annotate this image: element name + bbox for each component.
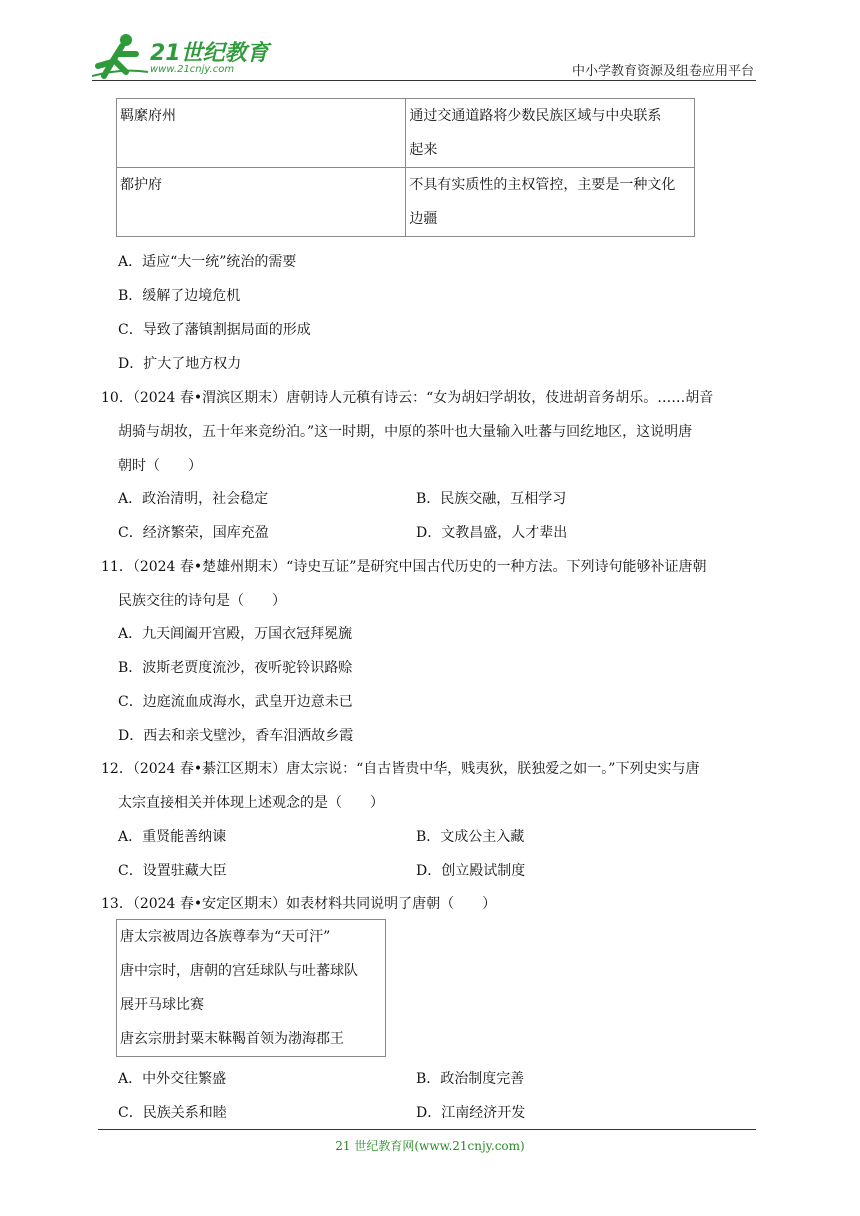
- logo-text: 21世纪教育: [150, 41, 269, 66]
- q11-option-c: C．边庭流血成海水，武皇开边意未已: [118, 694, 353, 710]
- q9-option-a: A．适应“大一统”统治的需要: [118, 254, 297, 270]
- q9-option-c: C．导致了藩镇割据局面的形成: [118, 322, 311, 338]
- logo-url: www.21cnjy.com: [150, 64, 235, 75]
- table-cell: [406, 168, 695, 237]
- q13-option-c: C．民族关系和睦: [118, 1105, 227, 1121]
- cell-line: 通过交通道路将少数民族区域与中央联系: [409, 108, 662, 124]
- cell-line: 边疆: [409, 211, 438, 227]
- q13-option-a: A．中外交往繁盛: [118, 1071, 227, 1087]
- q10-stem-line: 10．（2024 春•渭滨区期末）唐朝诗人元稹有诗云：“女为胡妇学胡妆，伎进胡音务胡乐。……胡音: [101, 390, 714, 406]
- q12-stem-line: 太宗直接相关并体现上述观念的是（ ）: [118, 795, 384, 811]
- material-line: 唐太宗被周边各族尊奉为“天可汗”: [120, 929, 331, 945]
- q11-option-a: A．九天阊阖开宫殿，万国衣冠拜冕旒: [118, 626, 353, 642]
- platform-title: 中小学教育资源及组卷应用平台: [571, 64, 754, 79]
- material-line: 展开马球比赛: [120, 997, 204, 1013]
- q13-option-b: B．政治制度完善: [416, 1071, 525, 1087]
- q12-stem-line: 12．（2024 春•綦江区期末）唐太宗说：“自古皆贵中华，贱夷狄，朕独爱之如一。”下列史实与唐: [101, 761, 700, 777]
- footer-divider: [98, 1129, 756, 1130]
- material-line: 唐玄宗册封粟末靺鞨首领为渤海郡王: [120, 1031, 344, 1047]
- table-row: [117, 99, 695, 168]
- q10-option-b: B．民族交融，互相学习: [416, 491, 567, 507]
- cell-line: 不具有实质性的主权管控，主要是一种文化: [409, 177, 676, 193]
- q13-option-d: D．江南经济开发: [416, 1105, 526, 1121]
- q9-option-d: D．扩大了地方权力: [118, 356, 242, 372]
- q12-option-d: D．创立殿试制度: [416, 863, 526, 879]
- q11-option-b: B．波斯老贾度流沙，夜听驼铃识路赊: [118, 660, 353, 676]
- table-cell: 羁縻府州: [117, 99, 406, 168]
- q11-stem-line: 民族交往的诗句是（ ）: [118, 593, 286, 609]
- q10-option-a: A．政治清明，社会稳定: [118, 491, 269, 507]
- q13-stem: 13．（2024 春•安定区期末）如表材料共同说明了唐朝（ ）: [101, 896, 497, 912]
- cell-line: 起来: [409, 142, 438, 158]
- q12-option-b: B．文成公主入藏: [416, 829, 525, 845]
- header-divider: [92, 80, 756, 81]
- q12-option-c: C．设置驻藏大臣: [118, 863, 227, 879]
- q12-option-a: A．重贤能善纳谏: [118, 829, 227, 845]
- q10-option-c: C．经济繁荣，国库充盈: [118, 525, 269, 541]
- q10-stem-line: 朝时（ ）: [118, 458, 202, 474]
- material-line: 唐中宗时，唐朝的宫廷球队与吐蕃球队: [120, 963, 358, 979]
- material-table: [116, 919, 386, 1057]
- q10-stem-line: 胡骑与胡妆，五十年来竞纷泊。”这一时期，中原的茶叶也大量输入吐蕃与回纥地区，这说明唐: [118, 424, 693, 440]
- table-cell: [406, 99, 695, 168]
- table-row: [117, 168, 695, 237]
- q11-option-d: D．西去和亲戈壁沙，香车泪洒故乡霞: [118, 728, 354, 744]
- footer-text: 21 世纪教育网(www.21cnjy.com): [335, 1139, 525, 1153]
- q9-option-b: B．缓解了边境危机: [118, 288, 241, 304]
- table-cell: 都护府: [117, 168, 406, 237]
- admin-table: [116, 98, 695, 237]
- q11-stem-line: 11．（2024 春•楚雄州期末）“诗史互证”是研究中国古代历史的一种方法。下列诗句能够补证唐朝: [101, 559, 707, 575]
- q10-option-d: D．文教昌盛，人才辈出: [416, 525, 568, 541]
